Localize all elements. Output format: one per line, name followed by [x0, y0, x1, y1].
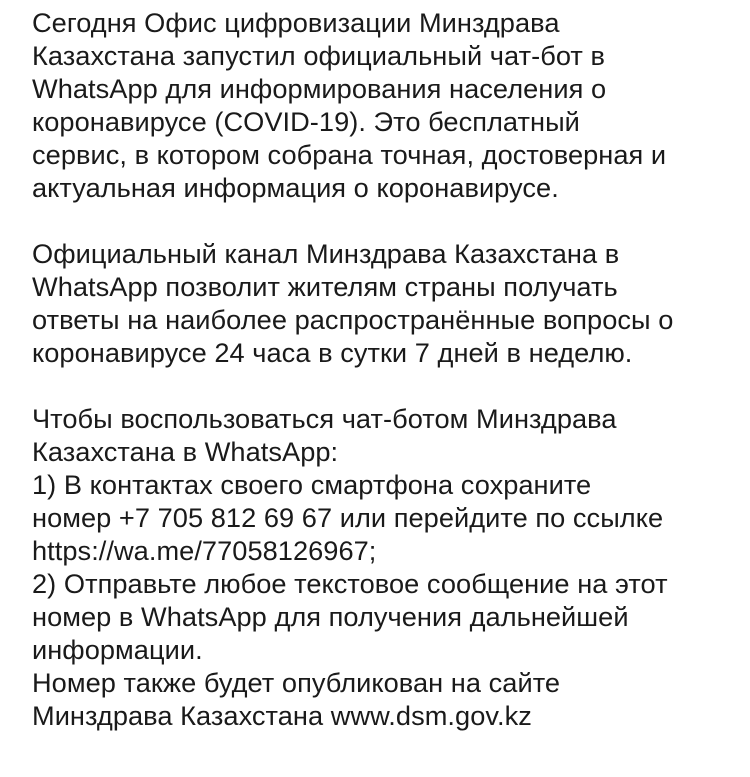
paragraph-instructions-intro: Чтобы воспользоваться чат-ботом Минздрава Казахстана в WhatsApp: [32, 403, 617, 467]
paragraph-channel-description: Официальный канал Минздрава Казахстана в WhatsApp позволит жителям страны получать ответы на наиболее распространённые вопросы о коронавирусе 24 часа в сутки 7 дней в неделю. [32, 238, 674, 368]
closing-note: Номер также будет опубликован на сайте Минздрава Казахстана www.dsm.gov.kz [32, 667, 561, 731]
paragraph-spacer [32, 369, 730, 402]
instruction-step-1: 1) В контактах своего смартфона сохраните номер +7 705 812 69 67 или перейдите по ссылке https://wa.me/77058126967; [32, 469, 664, 566]
paragraph-launch-announcement: Сегодня Офис цифровизации Минздрава Казахстана запустил официальный чат-бот в WhatsApp для информирования населения о коронавирусе (COVID-19). Это бесплатный сервис, в котором собрана точная, достоверная и актуальная информация о коронавирусе. [32, 7, 667, 203]
instruction-step-2: 2) Отправьте любое текстовое сообщение на этот номер в WhatsApp для получения дальнейшей информации. [32, 568, 668, 665]
paragraph-spacer [32, 204, 730, 237]
